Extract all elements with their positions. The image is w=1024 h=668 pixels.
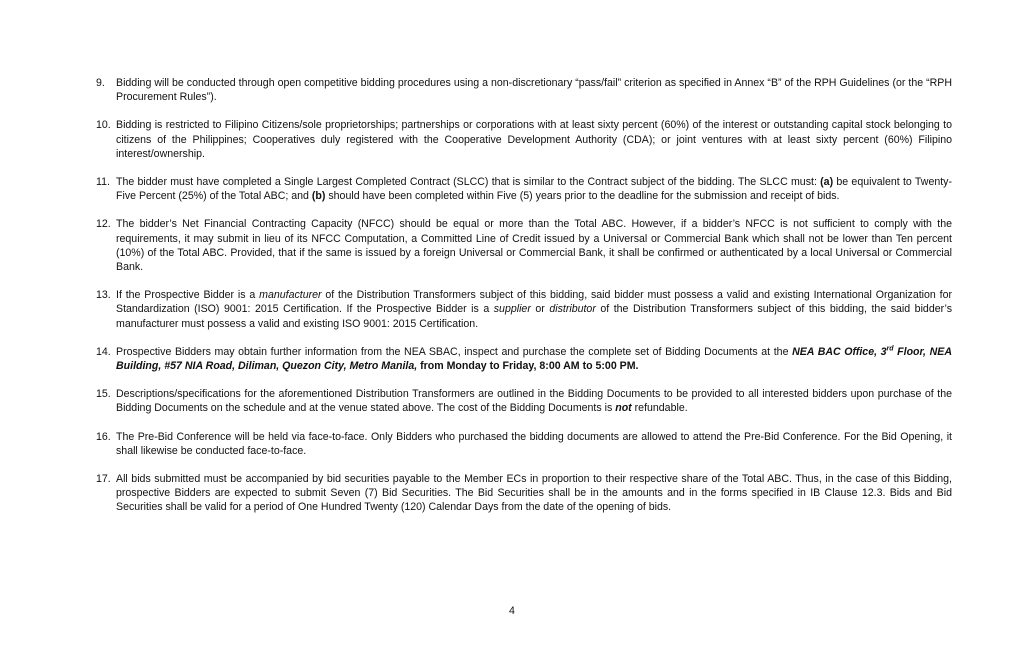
clause-text-segment: of the Distribution Transformers subject of this bidding, said bidder must possess a valid and existing International Organization for Standardization (ISO) 9001: 2015 Certification. If the Prospective Bidder is a	[116, 289, 952, 316]
clause-number: 13.	[96, 289, 111, 302]
clause-text-segment: be equivalent to Twenty-Five Percent (25%) of the Total ABC; and	[116, 176, 952, 203]
clause-italic-term: supplier	[493, 303, 531, 316]
clause-text-segment: If the Prospective Bidder is a	[116, 289, 260, 302]
clause-number: 16.	[96, 430, 111, 443]
clause-number: 11.	[96, 176, 110, 189]
clause-text	[116, 387, 952, 415]
office-address-segment: NEA BAC Office, 3	[792, 345, 887, 358]
ordinal-suffix: rd	[886, 345, 894, 353]
numbered-clause-list	[96, 76, 952, 529]
clause-10	[96, 118, 952, 161]
clause-text	[116, 288, 952, 331]
clause-number: 14.	[96, 345, 111, 358]
clause-12	[96, 217, 952, 274]
clause-text-segment: The bidder must have completed a Single Largest Completed Contract (SLCC) that is similar to the Contract subject of the bidding. The SLCC must:	[116, 176, 821, 189]
page-number: 4	[509, 605, 515, 617]
clause-15	[96, 387, 952, 415]
clause-number: 10.	[96, 119, 111, 132]
clause-number: 9.	[96, 77, 105, 89]
clause-text-segment: Prospective Bidders may obtain further information from the NEA SBAC, inspect and purchase the complete set of Bidding Documents at the	[116, 345, 793, 358]
clause-17	[96, 472, 952, 515]
clause-bold-marker: (b)	[311, 190, 326, 203]
clause-text: Bidding is restricted to Filipino Citizens/sole proprietorships; partnerships or corporations with at least sixty percent (60%) of the interest or outstanding capital stock belonging to citizens of the Philippines; Cooperatives duly registered with the Cooperative Development Authority (CDA); or joint ventures with at least sixty percent (60%) Filipino interest/ownership.	[116, 119, 952, 160]
clause-text-segment: of the Distribution Transformers subject of this bidding, the said bidder’s manufacturer must possess a valid and existing ISO 9001: 2015 Certification.	[116, 303, 952, 330]
clause-13	[96, 288, 952, 331]
clause-text: Bidding will be conducted through open competitive bidding procedures using a non-discretionary “pass/fail” criterion as specified in Annex “B” of the RPH Guidelines (or the “RPH Procurement Rules”).	[116, 77, 952, 104]
clause-italic-term: distributor	[549, 303, 596, 316]
clause-text: The bidder’s Net Financial Contracting Capacity (NFCC) should be equal or more than the Total ABC. However, if a bidder’s NFCC is not sufficient to comply with the requirements, it may submit in lieu of its NFCC Computation, a Committed Line of Credit issued by a Universal or Commercial Bank which shall not be lower than Ten percent (10%) of the Total ABC. Provided, that if the same is issued by a foreign Universal or Commercial Bank, it shall be confirmed or authenticated by a local Universal or Commercial Bank.	[116, 218, 952, 274]
clause-number: 12.	[96, 218, 111, 231]
clause-11	[96, 175, 952, 203]
clause-text: The Pre-Bid Conference will be held via face-to-face. Only Bidders who purchased the bidding documents are allowed to attend the Pre-Bid Conference. For the Bid Opening, it shall likewise be conducted face-to-face.	[116, 430, 952, 457]
clause-text-segment: should have been completed within Five (5) years prior to the deadline for the submission and receipt of bids.	[325, 190, 840, 203]
clause-bold-marker: (a)	[820, 176, 834, 189]
clause-emphasis: not	[615, 402, 632, 415]
clause-number: 17.	[96, 473, 111, 486]
clause-14	[96, 345, 952, 373]
clause-number: 15.	[96, 388, 111, 401]
clause-text-segment: refundable.	[631, 402, 688, 415]
clause-16	[96, 430, 952, 458]
office-schedule: from Monday to Friday, 8:00 AM to 5:00 PM.	[417, 360, 639, 373]
clause-text	[116, 175, 952, 203]
clause-italic-term: manufacturer	[259, 289, 322, 302]
clause-text-segment: or	[530, 303, 550, 316]
clause-text: All bids submitted must be accompanied by bid securities payable to the Member ECs in proportion to their respective share of the Total ABC. Thus, in the case of this Bidding, prospective Bidders are expected to submit Seven (7) Bid Securities. The Bid Securities shall be in the amounts and in the forms specified in IB Clause 12.3. Bids and Bid Securities shall be valid for a period of One Hundred Twenty (120) Calendar Days from the date of the opening of bids.	[116, 473, 952, 514]
clause-text-segment: Descriptions/specifications for the aforementioned Distribution Transformers are outlined in the Bidding Documents to be provided to all interested bidders upon purchase of the Bidding Documents on the schedule and at the venue stated above. The cost of the Bidding Documents is	[116, 388, 952, 415]
clause-9	[96, 76, 952, 104]
office-address-segment: Floor, NEA Building, #57 NIA Road, Diliman, Quezon City, Metro Manila,	[116, 345, 952, 373]
clause-text	[116, 345, 952, 373]
